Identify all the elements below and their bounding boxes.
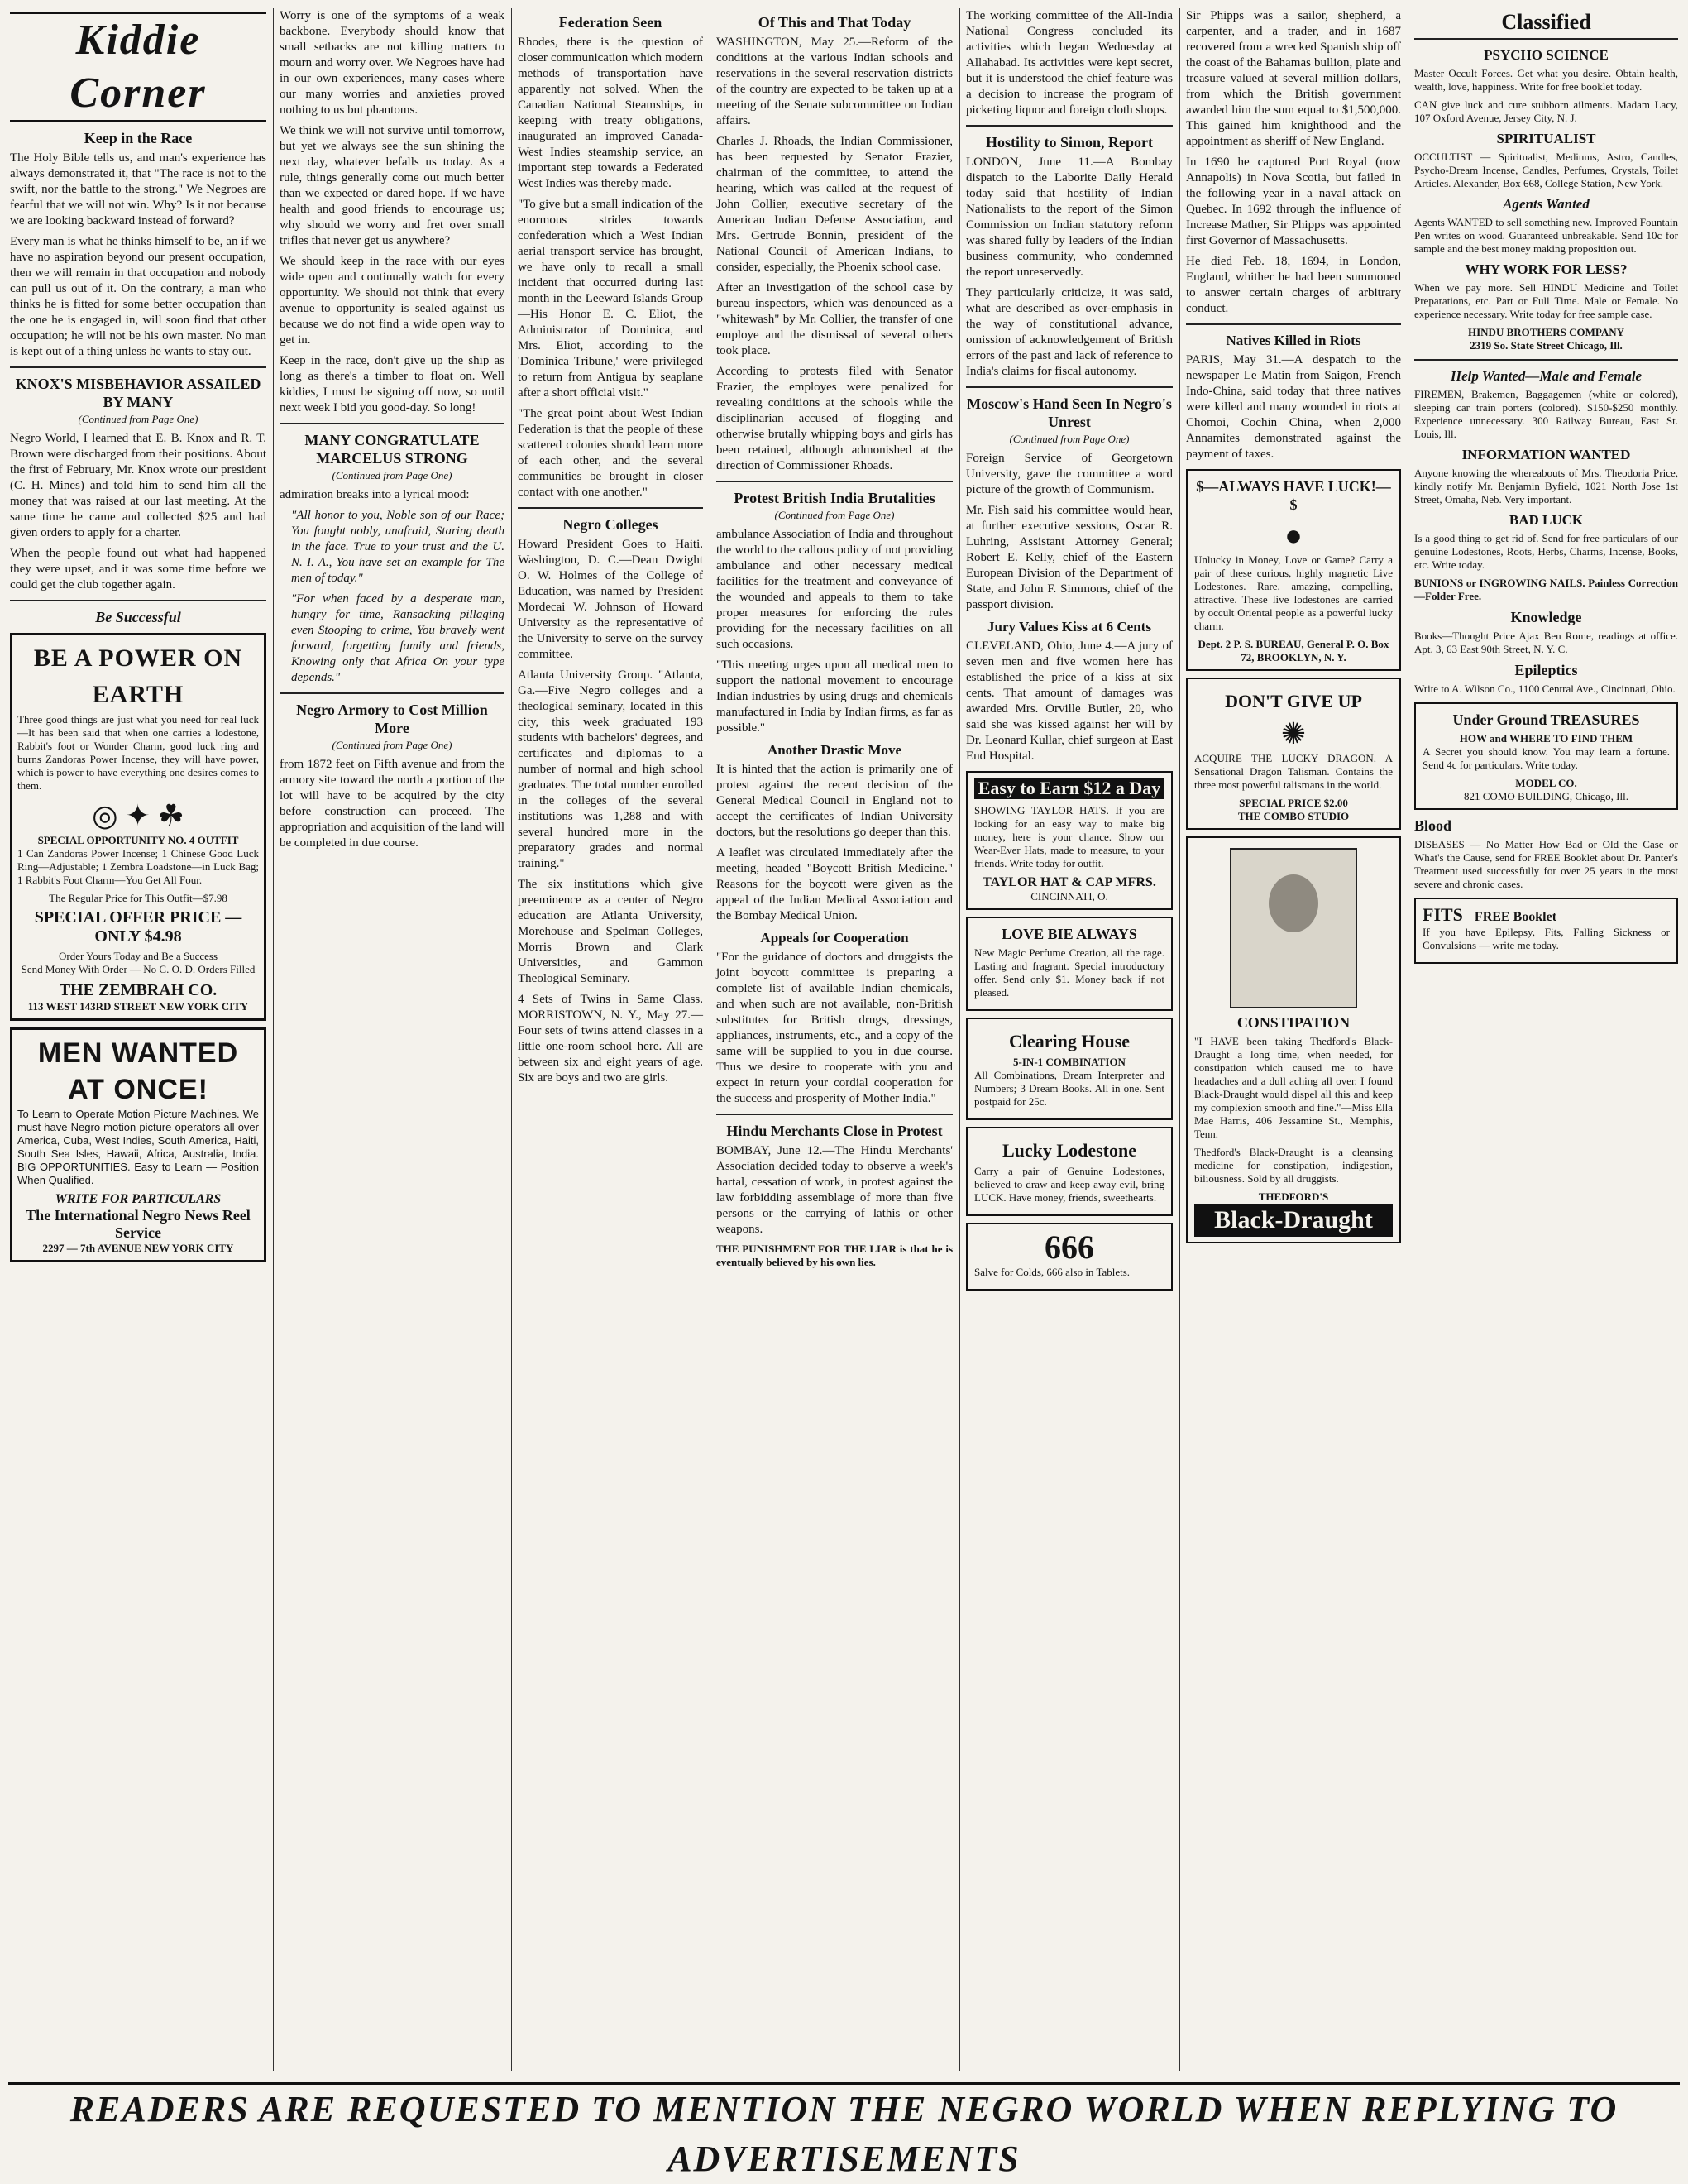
power-on-earth-headline: BE A POWER ON EARTH (33, 644, 243, 708)
divider (716, 1114, 953, 1115)
colleges-paragraph: The six institutions which give preeminence as a center of Negro education are Atlanta University, Morehouse and Spelman Colleges, Morris Brown and Clark Universities, and Gammon Theological Seminary. (518, 878, 703, 985)
knox-paragraph: Negro World, I learned that E. B. Knox and R. T. Brown were discharged from their positions. About the first of February, Mr. Knox wrote our president (C. H. Mines) and told him to send him all the money that was raised at our last meeting. At the same time he came and collected $25 and had given orders to apply for a charter. (10, 432, 266, 539)
constipation-headline: CONSTIPATION (1236, 1014, 1351, 1031)
knox-headline: KNOX'S MISBEHAVIOR ASSAILED BY MANY (15, 376, 261, 410)
fits-headline: FITS (1423, 904, 1463, 925)
column-4 (710, 8, 959, 2071)
spiritualist-headline: SPIRITUALIST (1496, 131, 1596, 146)
protest-paragraph: "This meeting urges upon all medical men to support the national movement to encourage Indian industries by using drugs and chemicals manufactured in India by Indian firms, as far as possible." (716, 659, 953, 735)
bunions-text: BUNIONS or INGROWING NAILS. Painless Correction—Folder Free. (1414, 577, 1678, 602)
testimonial-text: "I HAVE been taking Thedford's Black-Draught a long time, when needed, for constipation which caused me to have headaches and a dull aching all over. I found Black-Draught would dispel all this and keep my complexion smooth and fine."—Miss Ella Mae Harris, 406 Jessamine St., Memphis, Tenn. (1194, 1035, 1393, 1140)
divider (1414, 38, 1678, 40)
classified-headline: Classified (1501, 10, 1591, 34)
column-6 (1179, 8, 1408, 2071)
six-six-six-headline: 666 (1045, 1228, 1094, 1266)
hindu-brothers: HINDU BROTHERS COMPANY (1468, 326, 1624, 338)
love-ad-text: New Magic Perfume Creation, all the rage. Lasting and fragrant. Special introductory offer. Send only $1. Money back if not pleased. (974, 946, 1164, 999)
help-wanted-text: FIREMEN, Brakemen, Baggagemen (white or colored), sleeping car train porters (colored). $150-$250 monthly. Experience unnecessary. 300 Railway Bureau, East St. Louis, Ill. (1414, 388, 1678, 440)
why-work-headline: WHY WORK FOR LESS? (1465, 261, 1628, 277)
column-1 (3, 8, 273, 2071)
keep-race-headline: Keep in the Race (84, 130, 193, 146)
jury-kiss-subhead: Jury Values Kiss at 6 Cents (987, 619, 1151, 635)
always-luck-ad (1186, 469, 1401, 671)
treasures-ad (1414, 702, 1678, 810)
men-wanted-ad (10, 1027, 266, 1262)
divider (1186, 323, 1401, 325)
men-wanted-text: To Learn to Operate Motion Picture Machines. We must have Negro motion picture operators all over America, Cuba, West Indies, South America, Haiti, South Sea Isles, Hawaii, Africa, Australia, India. BIG OPPORTUNITIES. Easy to Learn — Position When Qualified. (17, 1108, 259, 1186)
phipps-paragraph: Sir Phipps was a sailor, shepherd, a carpenter, and a trader, and in 1687 recovered from a wrecked Spanish ship off the coast of the Bahamas bullion, plate and treasure valued at several million dollars, from which the British government awarded him the sum equal to $1,500,000. This gained him knighthood and the appointment as sheriff of New England. (1186, 9, 1401, 148)
be-successful-headline: Be Successful (95, 609, 181, 625)
psycho-science-headline: PSYCHO SCIENCE (1484, 47, 1609, 63)
divider (280, 692, 504, 694)
moscow-headline: Moscow's Hand Seen In Negro's Unrest (967, 395, 1172, 430)
madam-lacy-text: CAN give luck and cure stubborn ailments. Madam Lacy, 107 Oxford Avenue, Jersey City, N. J. (1414, 98, 1678, 124)
hindu-brothers-address: 2319 So. State Street Chicago, Ill. (1470, 339, 1623, 352)
taylor-city: CINCINNATI, O. (1030, 890, 1108, 903)
psycho-science-text: Master Occult Forces. Get what you desire. Obtain health, wealth, love, happiness. Write for free booklet today. (1414, 67, 1678, 93)
indian-schools-paragraph: According to protests filed with Senator Frazier, the employes were penalized for revealing conditions at the schools while the disciplinarian accused of flogging and otherwise brutally whipping boys and girls has been retained, although admonished at the direction of Commissioner Rhoads. (716, 365, 953, 472)
protest-paragraph: ambulance Association of India and throughout the world to the callous policy of not providing ambulance and other necessary medical facilities for the treatment and conveyance of the wounded and appeals to them to take proper measures for enforcing the rules providing for the necessary facilities on all such occasions. (716, 528, 953, 651)
phipps-paragraph: In 1690 he captured Port Royal (now Annapolis) in Nova Scotia, but failed in the following year in a naval attack on Quebec. In 1692 through the influence of Increase Mather, Sir Phipps was appointed first Governor of Massachusetts. (1186, 156, 1401, 247)
protest-paragraph: It is hinted that the action is primarily one of protest against the recent decision of the General Medical Council in England not to accept the certificates of Indian University doctors, but the resolutions go deeper than this. (716, 763, 953, 839)
help-wanted-headline: Help Wanted—Male and Female (1450, 368, 1643, 384)
taylor-company: TAYLOR HAT & CAP MFRS. (983, 875, 1156, 889)
clearing-house-sub: 5-IN-1 COMBINATION (1013, 1056, 1126, 1068)
divider (10, 366, 266, 368)
hostility-paragraph: They particularly criticize, it was said, what are described as over-emphasis in the way of constitutional advance, omission of acknowledgement of British errors of the past and lack of reference to India's claims for fiscal autonomy. (966, 286, 1173, 378)
order-today: Order Yours Today and Be a Success (58, 950, 218, 962)
why-work-text: When we pay more. Sell HINDU Medicine and Toilet Preparations, etc. Part or Full Time. Male or Female. No experience necessary. Write today for free sample case. (1414, 281, 1678, 320)
lucky-lodestone-headline: Lucky Lodestone (1002, 1140, 1136, 1161)
news-reel-company: The International Negro News Reel Service (26, 1207, 251, 1241)
bad-luck-headline: BAD LUCK (1509, 512, 1584, 528)
column-2 (273, 8, 511, 2071)
agents-wanted-text: Agents WANTED to sell something new. Improved Fountain Pen writes on wood. Guaranteed unbreakable. Send 10c for sample and the best money making proposition out. (1414, 216, 1678, 255)
lucky-lodestone-text: Carry a pair of Genuine Lodestones, believed to draw and keep away evil, bring LUCK. Have money, friends, sweethearts. (974, 1165, 1164, 1204)
clearing-house-text: All Combinations, Dream Interpreter and Numbers; 3 Dream Books. All in one. Sent postpaid for 25c. (974, 1069, 1164, 1108)
agents-wanted-headline: Agents Wanted (1503, 196, 1590, 212)
treasures-text: A Secret you should know. You may learn a fortune. Send 4c for particulars. Write today. (1423, 745, 1670, 771)
divider (966, 125, 1173, 127)
zembrah-address: 113 WEST 143RD STREET NEW YORK CITY (27, 1000, 249, 1013)
blood-headline: Blood (1414, 817, 1452, 834)
always-luck-text: Unlucky in Money, Love or Game? Carry a pair of these curious, highly magnetic Live Lodestones. Rare, amazing, compelling, attractive. These live lodestones are carried by occult Oriental people as a powerful lucky charm. (1194, 553, 1393, 632)
divider (966, 386, 1173, 388)
information-wanted-headline: INFORMATION WANTED (1461, 447, 1631, 462)
hostility-headline: Hostility to Simon, Report (986, 134, 1153, 151)
fits-text: If you have Epilepsy, Fits, Falling Sickness or Convulsions — write me today. (1423, 926, 1670, 951)
special-opportunity-list: 1 Can Zandoras Power Incense; 1 Chinese Good Luck Ring—Adjustable; 1 Zembra Loadstone—in Luck Bag; 1 Rabbit's Foot Charm—You Get All Four. (17, 847, 259, 886)
continued-note: (Continued from Page One) (78, 413, 198, 425)
divider (280, 423, 504, 424)
fits-free-label: FREE Booklet (1474, 910, 1557, 924)
dont-give-up-ad (1186, 678, 1401, 830)
twins-item: 4 Sets of Twins in Same Class. MORRISTOWN, N. Y., May 27.—Four sets of twins attend classes in a little one-room school here. All are between six and eight years of age. Six are boys and two are girls. (518, 993, 703, 1085)
continued-note: (Continued from Page One) (332, 469, 452, 481)
model-co-address: 821 COMO BUILDING, Chicago, Ill. (1464, 790, 1628, 802)
worry-paragraph: We think we will not survive until tomorrow, but yet we always see the sun shining the next day, whatever befalls us today. As a rule, things generally come out much better than we expected or dared hope. If we have health and good friends to encourage us; why should we worry and fret over small trifles that never get us anywhere? (280, 124, 504, 247)
congress-paragraph: The working committee of the All-India National Congress concluded its activities which began Wednesday at Allahabad. Its activities were kept secret, but it is understood the chief feature was a decision to increase the program of picketing liquor and foreign cloth shops. (966, 9, 1173, 117)
love-headline: LOVE BIE ALWAYS (1002, 926, 1137, 942)
protest-paragraph: "For the guidance of doctors and druggists the joint boycott committee is preparing a complete list of available Indian chemicals, and when such are not available, non-British substitutes for British drugs, dressings, appliances, instruments, etc., and a copy of the same will be supplied to you in due course. Thus we desire to cooperate with you and expect in return your cordial cooperation for the success and prosperity of Mother India." (716, 951, 953, 1105)
love-perfume-ad (966, 917, 1173, 1011)
column-5 (959, 8, 1179, 2071)
taylor-ad-text: SHOWING TAYLOR HATS. If you are looking for an easy way to make big money, here is your chance. Show our Wear-Ever Hats, made to measure, to your friends. Write today for outfit. (974, 804, 1164, 869)
hindu-merchants-headline: Hindu Merchants Close in Protest (726, 1123, 943, 1139)
continued-note: (Continued from Page One) (774, 509, 895, 521)
congratulate-headline: MANY CONGRATULATE MARCELUS STRONG (304, 432, 480, 467)
lucky-dragon-text: ACQUIRE THE LUCKY DRAGON. A Sensational Dragon Talisman. Contains the three most powerful talismans in the world. (1194, 752, 1393, 791)
protest-paragraph: A leaflet was circulated immediately after the meeting, headed "Boycott British Medicine." Reasons for the boycott were given as the appeal of the Indian Medical Association and the Bombay Medical Union. (716, 846, 953, 922)
colleges-headline: Negro Colleges (562, 516, 658, 533)
column-7 (1408, 8, 1685, 2071)
model-co: MODEL CO. (1515, 777, 1577, 789)
black-draught-text: Thedford's Black-Draught is a cleansing medicine for constipation, indigestion, biliousness. Sold by all druggists. (1194, 1146, 1393, 1185)
knowledge-headline: Knowledge (1510, 609, 1582, 625)
keep-race-closing: Keep in the race, don't give up the ship as long as there's a timber to float on. Well kiddies, I must be signing off now, so until next week I bid you good-day. So long! (280, 354, 504, 414)
phipps-paragraph: He died Feb. 18, 1694, in London, England, whither he had been summoned to answer certain charges of arbitrary conduct. (1186, 255, 1401, 315)
information-wanted-text: Anyone knowing the whereabouts of Mrs. Theodoria Price, kindly notify Mr. Benjamin Byfield, 1021 North Jose 1st Street, Omaha, Neb. Very important. (1414, 467, 1678, 505)
federation-headline: Federation Seen (558, 14, 662, 31)
protest-british-headline: Protest British India Brutalities (734, 490, 935, 506)
tribute-poem: "For when faced by a desperate man, hungry for time, Ransacking pillaging even Stooping to crime, You bravely went forward, forgetting family and friends, Knowing only that Africa On your type depends." (291, 592, 504, 684)
knowledge-text: Books—Thought Price Ajax Ben Rome, readings at office. Apt. 3, 63 East 90th Street, N. Y. C. (1414, 630, 1678, 655)
natives-killed-headline: Natives Killed in Riots (1226, 333, 1361, 348)
armory-paragraph: from 1872 feet on Fifth avenue and from the armory site toward the north a portion of the lot will have to be acquired by the city before construction can proceed. The appropriation and acquisition of the land will be completed in due course. (280, 758, 504, 850)
black-draught-logo: Black-Draught (1194, 1204, 1393, 1237)
indian-schools-paragraph: Charles J. Rhoads, the Indian Commissioner, has been requested by Senator Frazier, chairman of the committee, to attend the hearing, which was called at the request of John Collier, executive secretary of the American Indian Defense Association, and Mrs. Gertrude Bonnin, president of the National Council of American Indians, to consider, especially, the Phoenix school case. (716, 135, 953, 274)
special-offer-price: SPECIAL OFFER PRICE — ONLY $4.98 (34, 908, 242, 946)
zembrah-ad (10, 633, 266, 1021)
write-particulars: WRITE FOR PARTICULARS (55, 1192, 222, 1206)
dont-give-up-headline: DON'T GIVE UP (1225, 691, 1362, 711)
thedfords-label: THEDFORD'S (1258, 1190, 1329, 1203)
continued-note: (Continued from Page One) (1009, 433, 1130, 445)
federation-paragraph: "The great point about West Indian Federation is that the people of these scattered colonies should learn more of each other, and the several communities be brought in closer contact with one another." (518, 407, 703, 499)
worry-paragraph: Worry is one of the symptoms of a weak backbone. Everybody should know that small setbacks are not killing matters to mourn and worry over. We Negroes have had in our own experiences, many cases where our many worries and anxieties proved nothing to us but phantoms. (280, 9, 504, 117)
divider (1414, 359, 1678, 361)
black-draught-ad (1186, 836, 1401, 1243)
six-six-six-text: Salve for Colds, 666 also in Tablets. (974, 1266, 1131, 1278)
easy-earn-headline: Easy to Earn $12 a Day (974, 778, 1164, 799)
indian-schools-paragraph: WASHINGTON, May 25.—Reform of the conditions at the various Indian schools and reservations in the several reservation districts of the country are expected to be taken up at a meeting of the Senate subcommittee on Indian affairs. (716, 36, 953, 127)
keep-race-paragraph: The Holy Bible tells us, and man's experience has always demonstrated it, that "The race is not to the swift, nor the battle to the strong." We Negroes are fearful that we will not win. Why? Is it not because we are looking backward instead of forward? (10, 151, 266, 228)
armory-headline: Negro Armory to Cost Million More (296, 702, 488, 736)
power-ad-text: Three good things are just what you need for real luck—It has been said that when one carries a lodestone, Rabbit's foot or Wonder Charm, good luck ring and burns Zandoras Power Incense, they will have power, which is power to have everything one desires comes to them. (17, 713, 259, 792)
kiddie-corner-masthead: Kiddie Corner (10, 12, 266, 122)
column-3 (511, 8, 710, 2071)
blood-text: DISEASES — No Matter How Bad or Old the Case or What's the Cause, send for FREE Booklet about Dr. Panter's Treatment used successfully for over 25 years in the most severe and chronic cases. (1414, 838, 1678, 890)
moscow-paragraph: Foreign Service of Georgetown University, gave the committee a word picture of the growth of Communism. (966, 452, 1173, 496)
drastic-move-subhead: Another Drastic Move (767, 742, 902, 758)
epileptics-headline: Epileptics (1514, 662, 1578, 678)
hostility-paragraph: LONDON, June 11.—A Bombay dispatch to the Laborite Daily Herald today said that hostility of Indian Nationalists to the report of the Simon Commission on Indian statutory reform was shared fully by leaders of the Indian business community, who condemned the report unreservedly. (966, 156, 1173, 279)
knox-paragraph: When the people found out what had happened they were upset, and it was some time before we could get the club together again. (10, 547, 266, 592)
send-money-note: Send Money With Order — No C. O. D. Orders Filled (21, 963, 256, 975)
special-opportunity-headline: SPECIAL OPPORTUNITY NO. 4 OUTFIT (37, 834, 239, 846)
zembrah-company: THE ZEMBRAH CO. (59, 981, 218, 999)
dragon-talisman-icon: ✺ (1280, 717, 1307, 750)
clearing-house-headline: Clearing House (1008, 1031, 1131, 1051)
colleges-paragraph: Atlanta University Group. "Atlanta, Ga.—Five Negro colleges and a theological seminary, located in this city, this week graduated 193 students with bachelors' degrees, and certificates and diplomas to a number of normal and high school graduates. The total number enrolled in the colleges of the several institutions was 1,288 and with several hundred more in the preparatory grades and normal training." (518, 668, 703, 870)
spiritualist-text: OCCULTIST — Spiritualist, Mediums, Astro, Candles, Psycho-Dream Incense, Candles, Perfumes, Crystals, Toilet Articles. Alexander, Box 668, College Station, New York. (1414, 151, 1678, 189)
continued-note: (Continued from Page One) (332, 739, 452, 751)
cooperation-subhead: Appeals for Cooperation (760, 930, 909, 946)
divider (10, 600, 266, 601)
woman-portrait-icon (1230, 848, 1357, 1008)
special-price: SPECIAL PRICE $2.00 (1239, 797, 1348, 809)
men-wanted-headline: MEN WANTED AT ONCE! (37, 1037, 239, 1105)
lucky-ring-icon: ◎ ✦ ☘ (92, 799, 184, 832)
federation-paragraph: "To give but a small indication of the enormous strides towards confederation which a West Indian aerial transport service has brought, we have only to recall a small incident that occurred during last month in the Leeward Islands Group—His Honor E. C. Eliot, the Administrator of Dominica, and Mrs. Eliot, according to the 'Dominica Tribune,' were privileged to return from Antigua by seaplane after a short official visit." (518, 198, 703, 400)
fits-ad (1414, 898, 1678, 964)
lodestone-icon: ● (1284, 519, 1303, 552)
always-luck-address: Dept. 2 P. S. BUREAU, General P. O. Box 72, BROOKLYN, N. Y. (1198, 638, 1389, 663)
keep-race-paragraph: Every man is what he thinks himself to be, an if we have no aspiration beyond our present occupation, then we will remain in that occupation and nobody can pull us out of it. On the contrary, a man who thinks he is fitted for some better occupation than the one he is engaged in, will soon find that other occupation; he will not be his own master. No man is kept out of a thing unless he wants to stay out. (10, 235, 266, 358)
divider (518, 507, 703, 509)
punishment-filler: THE PUNISHMENT FOR THE LIAR is that he is eventually believed by his own lies. (716, 1243, 953, 1268)
lucky-lodestone-ad (966, 1127, 1173, 1216)
federation-paragraph: Rhodes, there is the question of closer communication which modern methods of transportation have apparently not solved. When the Canadian National Steamships, in keeping with treaty obligations, inaugurated an improved Canada-West Indies steamship service, an important step towards a Federated West Indies was thereby made. (518, 36, 703, 190)
epileptics-text: Write to A. Wilson Co., 1100 Central Ave., Cincinnati, Ohio. (1414, 682, 1676, 695)
news-reel-address: 2297 — 7th AVENUE NEW YORK CITY (42, 1242, 234, 1254)
treasures-headline: Under Ground TREASURES (1452, 711, 1640, 728)
footer-notice: READERS ARE REQUESTED TO MENTION THE NEGRO WORLD WHEN REPLYING TO ADVERTISEMENTS (8, 2082, 1680, 2134)
bad-luck-text: Is a good thing to get rid of. Send for free particulars of our genuine Lodestones, Roots, Herbs, Charms, Incense, Books, etc. Write today. (1414, 532, 1678, 571)
treasures-sub: HOW and WHERE TO FIND THEM (1459, 732, 1633, 745)
jury-kiss-paragraph: CLEVELAND, Ohio, June 4.—A jury of seven men and five women here has established the price of a kiss at six cents. That amount of damages was awarded Mrs. Orville Butler, 20, who said she was kissed against her will by Dr. Leonard Kullar, chief surgeon at East End Hospital. (966, 639, 1173, 763)
moscow-paragraph: Mr. Fish said his committee would hear, at further executive sessions, Oscar R. Luhring, Assistant Attorney General; Robert E. Kelly, chief of the Eastern European Division of the Department of State, and John F. Simmons, chief of the passport division. (966, 504, 1173, 611)
taylor-hats-ad (966, 771, 1173, 910)
regular-price: The Regular Price for This Outfit—$7.98 (49, 892, 227, 904)
congratulate-paragraph: admiration breaks into a lyrical mood: (280, 488, 470, 501)
always-luck-headline: $—ALWAYS HAVE LUCK!—$ (1196, 478, 1391, 513)
natives-killed-paragraph: PARIS, May 31.—A despatch to the newspaper Le Matin from Saigon, French Indo-China, said today that three natives were killed and many wounded in riots at Chomoi, Cochin China, when 2,000 Annamites demonstrated against the payment of taxes. (1186, 353, 1401, 461)
indian-schools-paragraph: After an investigation of the school case by bureau inspectors, which was denounced as a "whitewash" by Mr. Collier, the transfer of one employe and the dismissal of several others took place. (716, 281, 953, 357)
clearing-house-ad (966, 1018, 1173, 1120)
combo-studio: THE COMBO STUDIO (1237, 810, 1350, 822)
worry-paragraph: We should keep in the race with our eyes wide open and continually watch for every opportunity. We should not think that every avenue to opportunity is sealed against us because we do not find a wide open way to get in. (280, 255, 504, 347)
six-six-six-ad (966, 1223, 1173, 1291)
tribute-poem: "All honor to you, Noble son of our Race; You fought nobly, unafraid, Staring death in the face. True to your trust and the U. N. I. A., You have set an example for The men of today." (291, 509, 504, 585)
hindu-merchants-paragraph: BOMBAY, June 12.—The Hindu Merchants' Association decided today to observe a week's hartal, cessation of work, in protest against the law forbidding assemblage of more than five persons or the carrying of lathis or other weapons. (716, 1144, 953, 1236)
colleges-paragraph: Howard President Goes to Haiti. Washington, D. C.—Dean Dwight O. W. Holmes of the College of Education, was named by President Mordecai W. Johnson of Howard University as the representative of the University to serve on the survey committee. (518, 538, 703, 661)
divider (716, 481, 953, 482)
this-and-that-headline: Of This and That Today (758, 14, 911, 31)
